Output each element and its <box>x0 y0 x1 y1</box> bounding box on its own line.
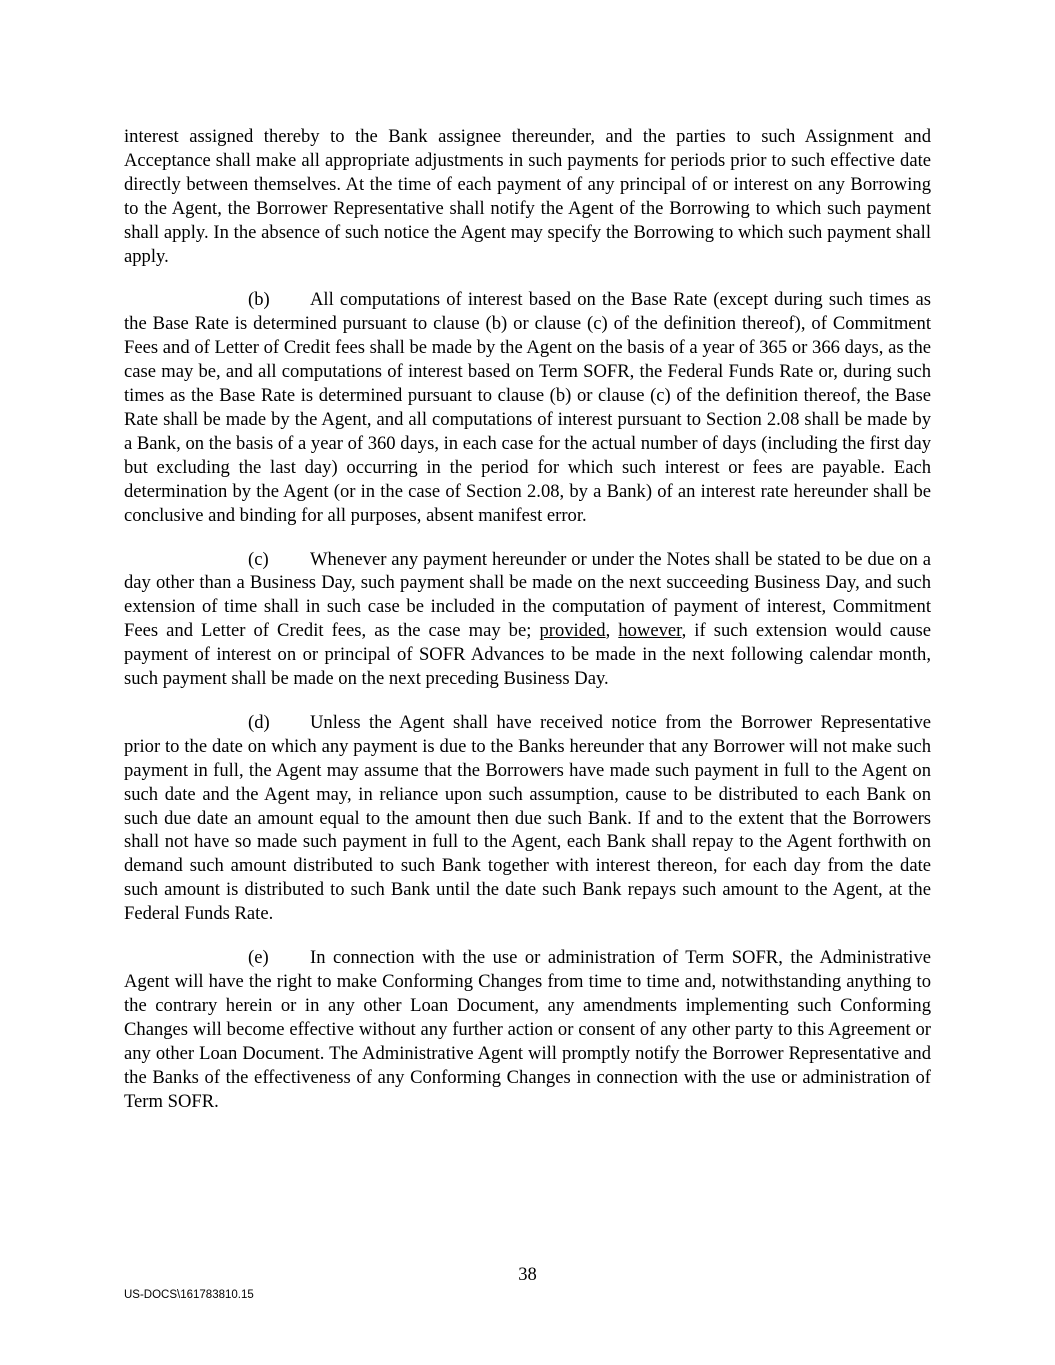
paragraph-d <box>124 711 931 926</box>
paragraph-text: , if such extension would cause payment of interest on or principal of SOFR Advances to be made in the next following calendar month, such payment shall be made on the next preceding Business Day. <box>124 620 932 690</box>
paragraph-e <box>124 946 931 1113</box>
underlined-term-however: however <box>618 620 682 642</box>
paragraph-continuation <box>124 125 931 268</box>
paragraph-text: All computations of interest based on the Base Rate (except during such times as the Base Rate is determined pursuant to clause (b) or clause (c) of the definition thereof), of Commitment Fees and of Letter of Credit fees shall be made by the Agent on the basis of a year of 365 or 366 days, as the case may be, and all computations of interest based on Term SOFR, the Federal Funds Rate or, during such times as the Base Rate is determined pursuant to clause (b) or clause (c) of the definition thereof, the Base Rate shall be made by the Agent, and all computations of interest pursuant to Section 2.08 shall be made by a Bank, on the basis of a year of 360 days, in each case for the actual number of days (including the first day but excluding the last day) occurring in the period for which such interest or fees are payable. Each determination by the Agent (or in the case of Section 2.08, by a Bank) of an interest rate hereunder shall be conclusive and binding for all purposes, absent manifest error. <box>124 289 932 526</box>
document-body <box>124 125 931 1133</box>
clause-label-c: (c) <box>248 548 269 570</box>
paragraph-text: Unless the Agent shall have received notice from the Borrower Representative prior to the date on which any payment is due to the Banks hereunder that any Borrower will not make such payment in full, the Agent may assume that the Borrowers have made such payment in full to the Agent on such date and the Agent may, in reliance upon such assumption, cause to be distributed to each Bank on such due date an amount equal to the amount then due such Bank. If and to the extent that the Borrowers shall not have so made such payment in full to the Agent, each Bank shall repay to the Agent forthwith on demand such amount distributed to such Bank together with interest thereon, for each day from the date such amount is distributed to such Bank until the date such Bank repays such amount to the Agent, at the Federal Funds Rate. <box>124 711 931 925</box>
paragraph-c <box>124 548 931 691</box>
paragraph-b <box>124 288 931 527</box>
document-id: US-DOCS\161783810.15 <box>124 1289 254 1301</box>
paragraph-text: interest assigned thereby to the Bank assignee thereunder, and the parties to such Assignment and Acceptance shall make all appropriate adjustments in such payments for periods prior to such effective date directly between themselves. At the time of each payment of any principal of or interest on any Borrowing to the Agent, the Borrower Representative shall notify the Agent of the Borrowing to which such payment shall apply. In the absence of such notice the Agent may specify the Borrowing to which such payment shall apply. <box>124 126 931 267</box>
underlined-term-provided: provided <box>539 620 606 642</box>
clause-label-b: (b) <box>248 289 270 311</box>
comma-separator: , <box>605 620 619 642</box>
clause-label-d: (d) <box>248 711 270 733</box>
paragraph-text: In connection with the use or administration of Term SOFR, the Administrative Agent will have the right to make Conforming Changes from time to time and, notwithstanding anything to the contrary herein or in any other Loan Document, any amendments implementing such Conforming Changes will become effective without any further action or consent of any other party to this Agreement or any other Loan Document. The Administrative Agent will promptly notify the Borrower Representative and the Banks of the effectiveness of any Conforming Changes in connection with the use or administration of Term SOFR. <box>124 947 931 1112</box>
clause-label-e: (e) <box>248 947 269 969</box>
paragraph-text: Whenever any payment hereunder or under the Notes shall be stated to be due on a day other than a Business Day, such payment shall be made on the next succeeding Business Day, and such extension of time shall in such case be included in the computation of payment of interest, Commitment Fees and Letter of Credit fees, as the case may be; <box>124 548 931 642</box>
page-number: 38 <box>518 1264 537 1285</box>
